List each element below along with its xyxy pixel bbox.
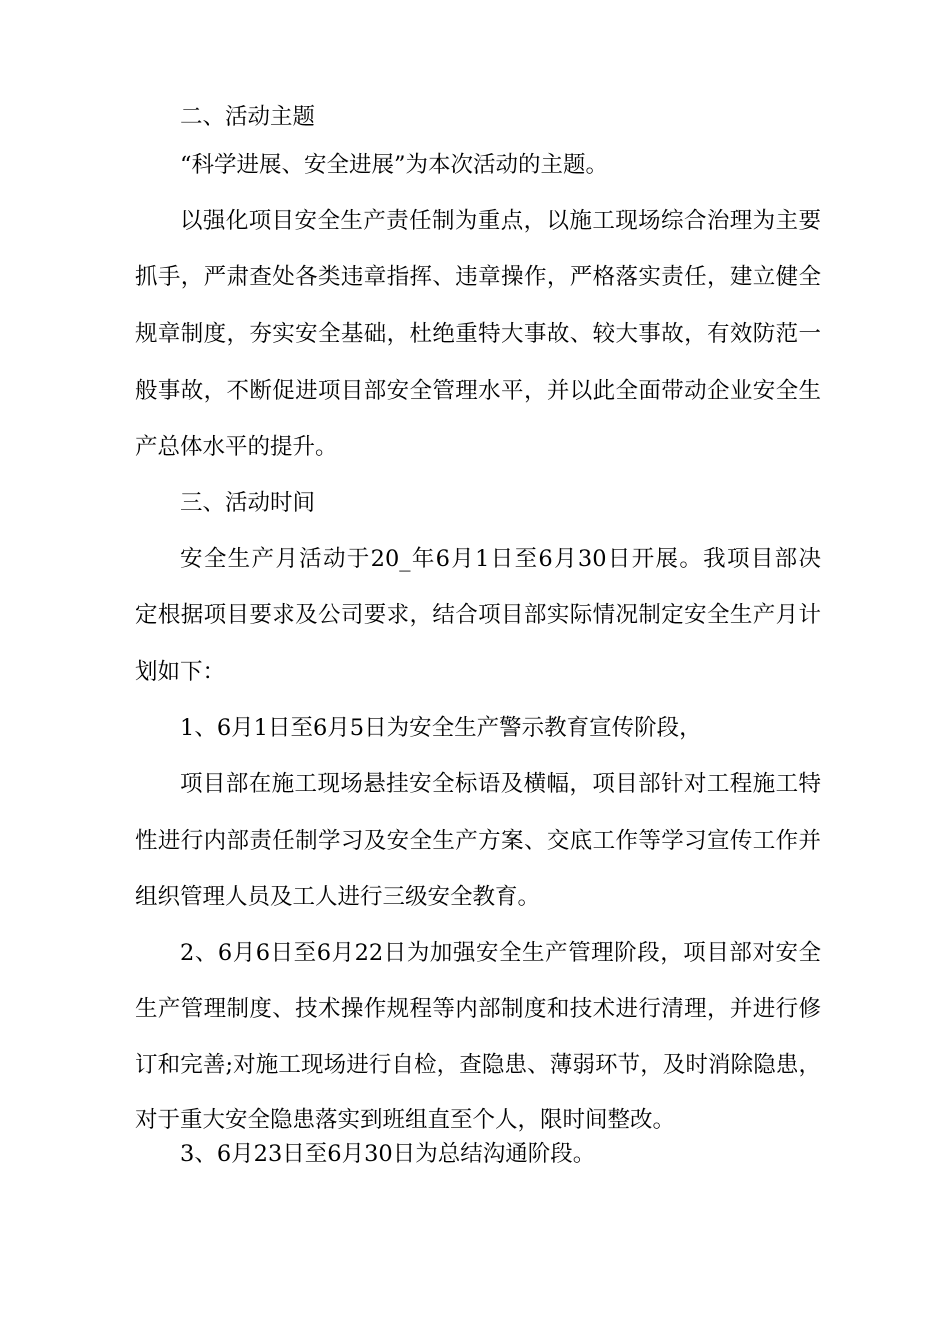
stage-2-para-line-2: 生产管理制度、技术操作规程等内部制度和技术进行清理，并进行修 — [135, 996, 821, 1022]
stage-2-para-line-4: 对于重大安全隐患落实到班组直至个人，限时间整改。 — [135, 1107, 676, 1133]
stage-3-title: 3、6月23日至6月30日为总结沟通阶段。 — [180, 1141, 596, 1167]
section-2-heading: 二、活动主题 — [180, 104, 316, 130]
stage-1-para-line-1: 项目部在施工现场悬挂安全标语及横幅，项目部针对工程施工特 — [180, 771, 821, 797]
section-2-para-line-5: 产总体水平的提升。 — [135, 434, 338, 460]
stage-2-para-line-3: 订和完善;对施工现场进行自检，查隐患、薄弱环节，及时消除隐患， — [135, 1052, 821, 1078]
stage-1-title: 1、6月1日至6月5日为安全生产警示教育宣传阶段， — [180, 715, 702, 741]
section-3-intro-line-2: 定根据项目要求及公司要求，结合项目部实际情况制定安全生产月计 — [135, 602, 821, 628]
stage-2-para-line-1: 2、6月6日至6月22日为加强安全生产管理阶段，项目部对安全 — [180, 940, 821, 966]
stage-1-para-line-2: 性进行内部责任制学习及安全生产方案、交底工作等学习宣传工作并 — [135, 828, 821, 854]
theme-line: “科学进展、安全进展”为本次活动的主题。 — [180, 152, 609, 178]
section-2-para-line-4: 般事故，不断促进项目部安全管理水平，并以此全面带动企业安全生 — [135, 378, 821, 404]
section-3-intro-line-1: 安全生产月活动于20_年6月1日至6月30日开展。我项目部决 — [180, 546, 821, 572]
stage-1-para-line-3: 组织管理人员及工人进行三级安全教育。 — [135, 884, 541, 910]
section-2-para-line-2: 抓手，严肃查处各类违章指挥、违章操作，严格落实责任，建立健全 — [135, 264, 821, 290]
section-2-para-line-3: 规章制度，夯实安全基础，杜绝重特大事故、较大事故，有效防范一 — [135, 321, 821, 347]
section-3-heading: 三、活动时间 — [180, 490, 316, 516]
section-3-intro-line-3: 划如下： — [135, 659, 226, 685]
section-2-para-line-1: 以强化项目安全生产责任制为重点，以施工现场综合治理为主要 — [180, 208, 821, 234]
